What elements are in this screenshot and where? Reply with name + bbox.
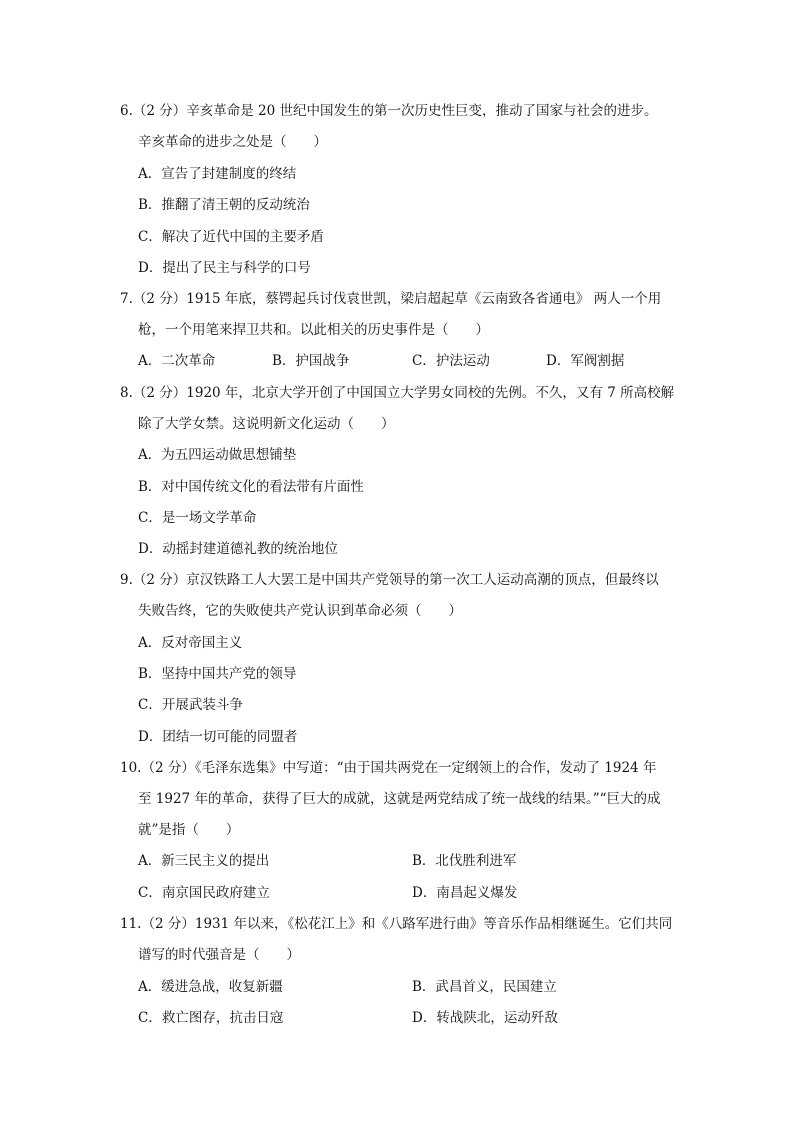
question-6-stem-line-2: 辛亥革命的进步之处是（ ） (138, 134, 327, 150)
question-10-stem-line-2: 至 1927 年的革命，获得了巨大的成就，这就是两党结成了统一战线的结果。”“巨大的成 (138, 791, 661, 807)
question-6-option-d: D．提出了民主与科学的口号 (138, 260, 311, 276)
question-8-option-b: B．对中国传统文化的看法带有片面性 (138, 479, 364, 495)
question-7-option-b: B．护国战争 (272, 353, 350, 369)
question-9-stem-line-1: 9.（2 分）京汉铁路工人大罢工是中国共产党领导的第一次工人运动高潮的顶点，但最终以 (120, 572, 659, 588)
question-10-option-d: D．南昌起义爆发 (412, 885, 518, 901)
question-8-stem-line-2: 除了大学女禁。这说明新文化运动（ ） (138, 416, 395, 432)
question-11-option-b: B．武昌首义，民国建立 (412, 979, 557, 995)
question-11-stem-line-2: 谱写的时代强音是（ ） (138, 947, 300, 963)
question-7-option-a: A．二次革命 (138, 353, 216, 369)
question-11-option-a: A．缓进急战，收复新疆 (138, 979, 283, 995)
question-9-stem-line-2: 失败告终，它的失败使共产党认识到革命必须（ ） (138, 603, 462, 619)
question-10-option-c: C．南京国民政府建立 (138, 885, 270, 901)
question-8-stem-line-1: 8.（2 分）1920 年，北京大学开创了中国国立大学男女同校的先例。不久，又有 7 所高校解 (120, 385, 675, 401)
question-11-option-c: C．救亡图存，抗击日寇 (138, 1010, 284, 1026)
question-6-stem-line-1: 6.（2 分）辛亥革命是 20 世纪中国发生的第一次历史性巨变，推动了国家与社会的进步。 (120, 103, 658, 119)
question-10-stem-line-1: 10.（2 分）《毛泽东选集》中写道：“由于国共两党在一定纲领上的合作，发动了 1924 年 (120, 760, 657, 776)
question-6-option-a: A．宣告了封建制度的终结 (138, 166, 297, 182)
question-7-option-c: C．护法运动 (412, 353, 490, 369)
question-9-option-c: C．开展武装斗争 (138, 697, 243, 713)
question-11-option-d: D．转战陕北，运动歼敌 (412, 1010, 558, 1026)
question-6-option-c: C．解决了近代中国的主要矛盾 (138, 229, 324, 245)
question-7-stem-line-1: 7.（2 分）1915 年底，蔡锷起兵讨伐袁世凯，梁启超起草《云南致各省通电》 两人一个用 (120, 291, 662, 307)
question-7-option-d: D．军阀割据 (546, 353, 625, 369)
question-8-option-c: C．是一场文学革命 (138, 510, 257, 526)
question-7-stem-line-2: 枪，一个用笔来捍卫共和。以此相关的历史事件是（ ） (138, 322, 489, 338)
question-10-stem-line-3: 就”是指（ ） (138, 822, 240, 838)
question-9-option-b: B．坚持中国共产党的领导 (138, 666, 297, 682)
question-11-stem-line-1: 11.（2 分）1931 年以来，《松花江上》和《八路军进行曲》等音乐作品相继诞生。它们共同 (120, 916, 673, 932)
question-6-option-b: B．推翻了清王朝的反动统治 (138, 197, 310, 213)
question-10-option-a: A．新三民主义的提出 (138, 853, 270, 869)
question-9-option-a: A．反对帝国主义 (138, 635, 243, 651)
question-10-option-b: B．北伐胜利进军 (412, 853, 517, 869)
question-8-option-d: D．动摇封建道德礼教的统治地位 (138, 541, 338, 557)
question-9-option-d: D．团结一切可能的同盟者 (138, 729, 298, 745)
question-8-option-a: A．为五四运动做思想铺垫 (138, 447, 297, 463)
